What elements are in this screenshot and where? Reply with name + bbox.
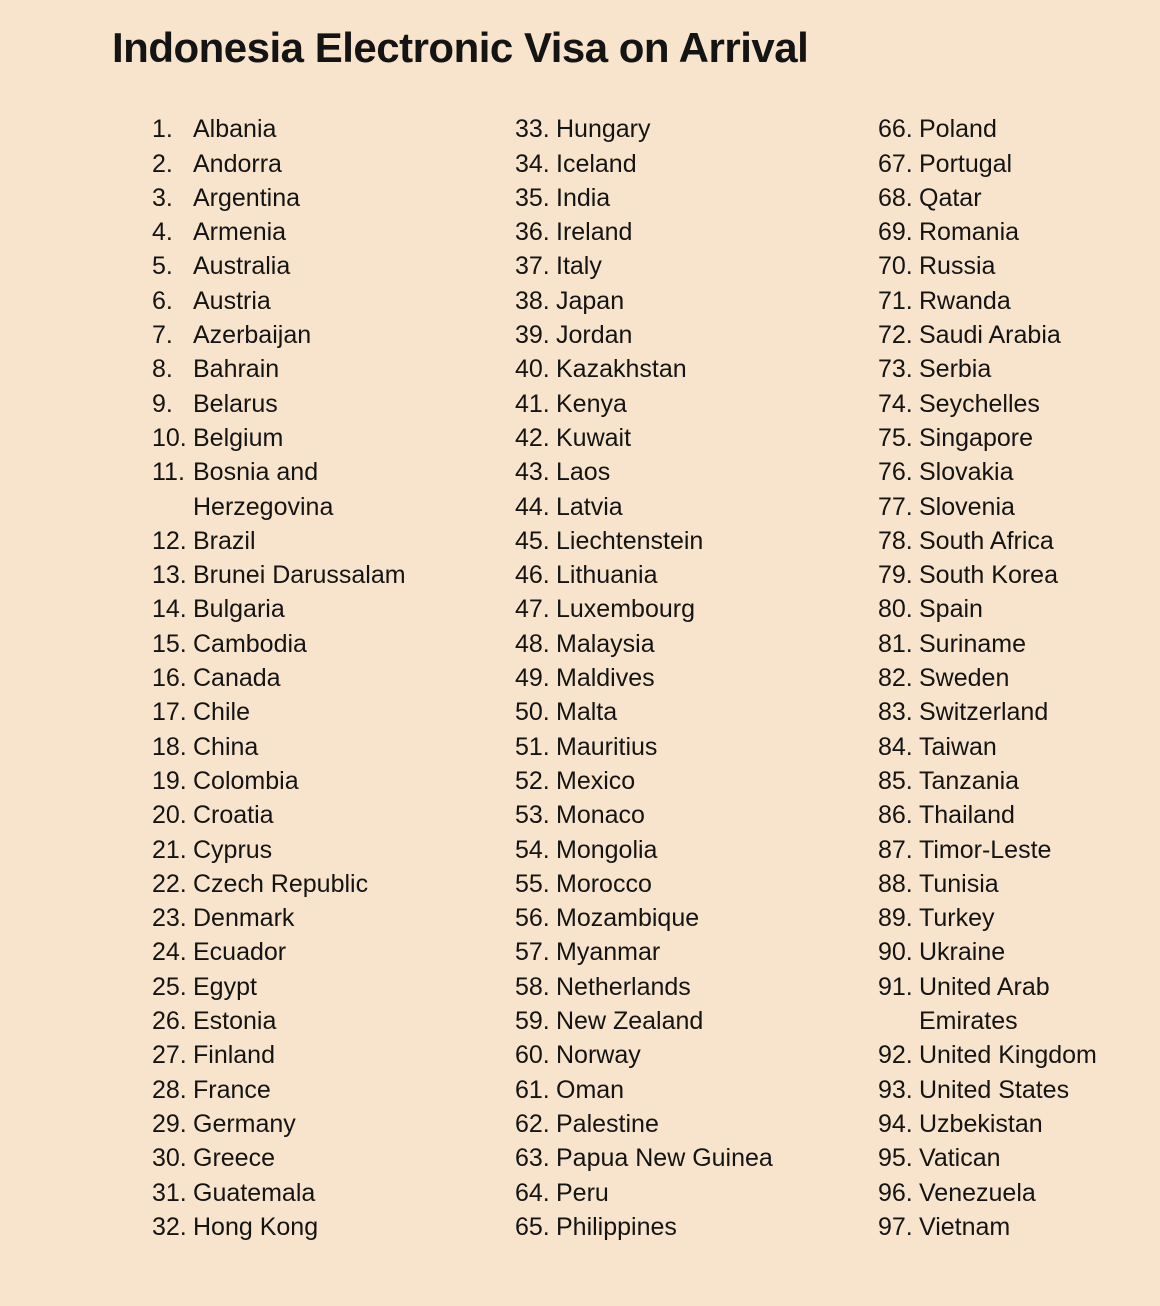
list-item-number: 23. xyxy=(152,904,187,933)
list-item-number: 31. xyxy=(152,1178,187,1207)
list-item-number: 21. xyxy=(152,835,187,864)
list-item xyxy=(878,1141,1160,1175)
list-item xyxy=(152,764,515,798)
list-item-country-name: Taiwan xyxy=(919,732,997,761)
list-item xyxy=(515,661,878,695)
list-item-country-name: Kazakhstan xyxy=(556,355,687,384)
list-item-number: 76. xyxy=(878,458,913,487)
list-item xyxy=(152,215,515,249)
list-item-number: 20. xyxy=(152,801,187,830)
list-item-country-name: Germany xyxy=(193,1109,296,1138)
list-item xyxy=(515,1210,878,1244)
list-item-country-name: Ireland xyxy=(556,218,633,247)
list-item-number: 97. xyxy=(878,1212,913,1241)
list-item-number: 69. xyxy=(878,218,913,247)
list-item-number: 96. xyxy=(878,1178,913,1207)
list-item xyxy=(878,387,1160,421)
list-item-number: 54. xyxy=(515,835,550,864)
list-item xyxy=(515,695,878,729)
list-item-country-name: Vietnam xyxy=(919,1212,1011,1241)
list-item-country-name: Tanzania xyxy=(919,766,1020,795)
list-item-country-name: Myanmar xyxy=(556,938,661,967)
list-item xyxy=(152,695,515,729)
list-item-country-name: Suriname xyxy=(919,629,1026,658)
list-item xyxy=(152,970,515,1004)
list-item-country-name: Oman xyxy=(556,1075,625,1104)
list-item-number: 49. xyxy=(515,664,550,693)
list-item-number: 74. xyxy=(878,389,913,418)
list-item-country-name: Poland xyxy=(919,115,997,144)
list-item-country-name: Turkey xyxy=(919,904,995,933)
list-item-number: 50. xyxy=(515,698,550,727)
list-item xyxy=(515,455,878,489)
list-item xyxy=(152,1210,515,1244)
list-item xyxy=(878,421,1160,455)
list-item xyxy=(515,592,878,626)
list-item xyxy=(878,352,1160,386)
country-column-2 xyxy=(515,112,878,1244)
list-item-number: 90. xyxy=(878,938,913,967)
list-item xyxy=(878,695,1160,729)
list-item-country-name: Hong Kong xyxy=(193,1212,319,1241)
list-item-country-name: Argentina xyxy=(193,183,301,212)
list-item-number: 52. xyxy=(515,766,550,795)
list-item-number: 7. xyxy=(152,321,173,350)
list-item xyxy=(152,455,515,524)
list-item-number: 40. xyxy=(515,355,550,384)
list-item-number: 89. xyxy=(878,904,913,933)
list-item-number: 15. xyxy=(152,629,187,658)
list-item-country-name: Laos xyxy=(556,458,611,487)
list-item-country-name: Mozambique xyxy=(556,904,700,933)
list-item xyxy=(152,798,515,832)
list-item-number: 29. xyxy=(152,1109,187,1138)
list-item xyxy=(515,421,878,455)
list-item-country-name: Australia xyxy=(193,252,291,281)
list-item-country-name: Colombia xyxy=(193,766,299,795)
list-item-number: 55. xyxy=(515,869,550,898)
list-item-number: 73. xyxy=(878,355,913,384)
list-item xyxy=(515,833,878,867)
list-item xyxy=(878,935,1160,969)
list-item xyxy=(152,318,515,352)
list-item-country-name: New Zealand xyxy=(556,1007,704,1036)
list-item xyxy=(878,284,1160,318)
list-item xyxy=(152,1176,515,1210)
list-item-number: 87. xyxy=(878,835,913,864)
list-item-number: 93. xyxy=(878,1075,913,1104)
list-item-country-name: Spain xyxy=(919,595,983,624)
list-item-country-name: Greece xyxy=(193,1144,275,1173)
list-item-number: 44. xyxy=(515,492,550,521)
list-item-number: 19. xyxy=(152,766,187,795)
list-item-country-name: Cambodia xyxy=(193,629,307,658)
list-item-country-name: Cyprus xyxy=(193,835,273,864)
list-item xyxy=(152,284,515,318)
list-item xyxy=(878,490,1160,524)
list-item xyxy=(515,627,878,661)
list-item-number: 11. xyxy=(152,458,185,487)
list-item xyxy=(878,798,1160,832)
list-item-number: 18. xyxy=(152,732,187,761)
list-item xyxy=(152,661,515,695)
list-item-number: 64. xyxy=(515,1178,550,1207)
list-item-number: 85. xyxy=(878,766,913,795)
list-item xyxy=(515,490,878,524)
list-item xyxy=(152,730,515,764)
list-item xyxy=(515,970,878,1004)
list-item-country-name: Bulgaria xyxy=(193,595,285,624)
list-item-country-name: Egypt xyxy=(193,972,257,1001)
list-item-number: 28. xyxy=(152,1075,187,1104)
list-item-country-name: Japan xyxy=(556,286,625,315)
list-item-number: 10. xyxy=(152,423,187,452)
list-item xyxy=(152,558,515,592)
list-item xyxy=(515,352,878,386)
list-item-country-name: Venezuela xyxy=(919,1178,1036,1207)
list-item-country-name: Maldives xyxy=(556,664,655,693)
list-item xyxy=(878,1038,1160,1072)
list-item-number: 88. xyxy=(878,869,913,898)
list-item-number: 51. xyxy=(515,732,550,761)
list-item xyxy=(515,387,878,421)
list-item xyxy=(152,1073,515,1107)
list-item-country-name: Belgium xyxy=(193,423,284,452)
list-item-country-name: Papua New Guinea xyxy=(556,1144,773,1173)
list-item-number: 79. xyxy=(878,561,913,590)
list-item xyxy=(878,181,1160,215)
list-item-country-name: Bahrain xyxy=(193,355,280,384)
list-item-number: 91. xyxy=(878,972,913,1001)
list-item xyxy=(515,1004,878,1038)
list-item-country-name: Thailand xyxy=(919,801,1015,830)
list-item-number: 36. xyxy=(515,218,550,247)
list-item xyxy=(515,215,878,249)
list-item-country-name: Latvia xyxy=(556,492,623,521)
list-item-country-name: Malaysia xyxy=(556,629,655,658)
list-item-country-name: Palestine xyxy=(556,1109,659,1138)
list-item-country-name: Mauritius xyxy=(556,732,658,761)
list-item xyxy=(515,181,878,215)
list-item-number: 41. xyxy=(515,389,550,418)
list-item xyxy=(152,935,515,969)
list-item xyxy=(152,592,515,626)
list-item-number: 77. xyxy=(878,492,913,521)
list-item-country-name: Brazil xyxy=(193,526,256,555)
list-item-number: 16. xyxy=(152,664,187,693)
list-item xyxy=(515,558,878,592)
list-item-country-name: Albania xyxy=(193,115,277,144)
list-item-country-name: Singapore xyxy=(919,423,1033,452)
list-item xyxy=(878,1073,1160,1107)
list-item-number: 83. xyxy=(878,698,913,727)
list-item xyxy=(878,1107,1160,1141)
page-title: Indonesia Electronic Visa on Arrival xyxy=(112,24,809,71)
list-item-country-name: Switzerland xyxy=(919,698,1049,727)
list-item-country-name: Kuwait xyxy=(556,423,632,452)
list-item-number: 80. xyxy=(878,595,913,624)
list-item-number: 45. xyxy=(515,526,550,555)
list-item-number: 47. xyxy=(515,595,550,624)
list-item-country-name: Serbia xyxy=(919,355,992,384)
list-item xyxy=(515,730,878,764)
list-item xyxy=(878,1176,1160,1210)
list-item xyxy=(152,1004,515,1038)
list-item-country-name: Monaco xyxy=(556,801,645,830)
list-item-number: 56. xyxy=(515,904,550,933)
list-item-country-name: Jordan xyxy=(556,321,633,350)
list-item xyxy=(515,935,878,969)
list-item-number: 5. xyxy=(152,252,173,281)
list-item-country-name: Austria xyxy=(193,286,271,315)
list-item-number: 25. xyxy=(152,972,187,1001)
list-item-country-name: Italy xyxy=(556,252,602,281)
list-item-country-name: Tunisia xyxy=(919,869,999,898)
list-item xyxy=(515,1141,878,1175)
list-item-number: 68. xyxy=(878,183,913,212)
list-item-country-name: Guatemala xyxy=(193,1178,316,1207)
list-item-number: 78. xyxy=(878,526,913,555)
list-item xyxy=(878,833,1160,867)
list-item-number: 81. xyxy=(878,629,913,658)
list-item-number: 95. xyxy=(878,1144,913,1173)
list-item-number: 2. xyxy=(152,149,173,178)
list-item-number: 48. xyxy=(515,629,550,658)
list-item xyxy=(152,524,515,558)
list-item-number: 53. xyxy=(515,801,550,830)
list-item-number: 92. xyxy=(878,1041,913,1070)
list-item-number: 60. xyxy=(515,1041,550,1070)
list-item xyxy=(515,1038,878,1072)
list-item-number: 62. xyxy=(515,1109,550,1138)
list-item-number: 26. xyxy=(152,1007,187,1036)
list-item-number: 33. xyxy=(515,115,550,144)
list-item-number: 8. xyxy=(152,355,173,384)
list-item-country-name: Kenya xyxy=(556,389,627,418)
list-item-country-name: Denmark xyxy=(193,904,295,933)
list-item-number: 72. xyxy=(878,321,913,350)
list-item-country-name: Norway xyxy=(556,1041,641,1070)
list-item-number: 27. xyxy=(152,1041,187,1070)
list-item-number: 30. xyxy=(152,1144,187,1173)
list-item xyxy=(515,249,878,283)
list-item-country-name: Brunei Darussalam xyxy=(193,561,406,590)
list-item-country-name: Armenia xyxy=(193,218,287,247)
list-item xyxy=(878,318,1160,352)
list-item-number: 43. xyxy=(515,458,550,487)
list-item xyxy=(878,215,1160,249)
country-column-1 xyxy=(152,112,515,1244)
list-item-number: 14. xyxy=(152,595,187,624)
list-item xyxy=(878,901,1160,935)
list-item-number: 13. xyxy=(152,561,187,590)
list-item-number: 46. xyxy=(515,561,550,590)
list-item xyxy=(152,181,515,215)
list-item xyxy=(152,421,515,455)
list-item xyxy=(878,524,1160,558)
list-item xyxy=(878,764,1160,798)
list-item-country-name: Iceland xyxy=(556,149,637,178)
list-item-country-name: India xyxy=(556,183,611,212)
list-item-number: 61. xyxy=(515,1075,550,1104)
list-item xyxy=(515,901,878,935)
list-item-number: 70. xyxy=(878,252,913,281)
list-item-number: 67. xyxy=(878,149,913,178)
list-item xyxy=(515,867,878,901)
list-item xyxy=(878,249,1160,283)
list-item-number: 34. xyxy=(515,149,550,178)
list-item xyxy=(152,627,515,661)
list-item-country-name: Belarus xyxy=(193,389,278,418)
list-item-country-name: Netherlands xyxy=(556,972,691,1001)
list-item xyxy=(152,387,515,421)
list-item-country-name: Slovakia xyxy=(919,458,1014,487)
list-item-country-name: Finland xyxy=(193,1041,275,1070)
list-item xyxy=(515,147,878,181)
list-item xyxy=(515,284,878,318)
list-item xyxy=(515,1107,878,1141)
list-item-number: 71. xyxy=(878,286,913,315)
list-item xyxy=(515,318,878,352)
list-item-number: 22. xyxy=(152,869,187,898)
list-item-country-name: Peru xyxy=(556,1178,609,1207)
list-item-country-name: Mexico xyxy=(556,766,636,795)
list-item-country-name: Vatican xyxy=(919,1144,1001,1173)
list-item-country-name: Bosnia and Herzegovina xyxy=(193,458,334,521)
list-item-country-name: Luxembourg xyxy=(556,595,695,624)
list-item-country-name: Timor-Leste xyxy=(919,835,1052,864)
list-item-country-name: Canada xyxy=(193,664,281,693)
list-item-country-name: Morocco xyxy=(556,869,652,898)
list-item-number: 38. xyxy=(515,286,550,315)
list-item-country-name: Andorra xyxy=(193,149,282,178)
list-item-country-name: Estonia xyxy=(193,1007,277,1036)
list-item xyxy=(515,1176,878,1210)
list-item xyxy=(515,112,878,146)
list-item xyxy=(878,627,1160,661)
list-item-number: 42. xyxy=(515,423,550,452)
list-item-country-name: Ukraine xyxy=(919,938,1006,967)
list-item xyxy=(152,867,515,901)
list-item-country-name: Portugal xyxy=(919,149,1013,178)
list-item-country-name: Mongolia xyxy=(556,835,658,864)
list-item-country-name: Malta xyxy=(556,698,618,727)
country-list xyxy=(152,112,1160,1244)
list-item xyxy=(878,558,1160,592)
list-item-number: 59. xyxy=(515,1007,550,1036)
list-item xyxy=(152,1107,515,1141)
list-item-country-name: Azerbaijan xyxy=(193,321,312,350)
list-item-country-name: Liechtenstein xyxy=(556,526,704,555)
list-item-country-name: Rwanda xyxy=(919,286,1011,315)
list-item-number: 12. xyxy=(152,526,187,555)
list-item xyxy=(152,1038,515,1072)
list-item-number: 82. xyxy=(878,664,913,693)
list-item-country-name: Sweden xyxy=(919,664,1010,693)
list-item-number: 39. xyxy=(515,321,550,350)
list-item-country-name: Slovenia xyxy=(919,492,1015,521)
list-item-country-name: France xyxy=(193,1075,271,1104)
list-item-country-name: Czech Republic xyxy=(193,869,369,898)
list-item xyxy=(878,147,1160,181)
list-item-country-name: Romania xyxy=(919,218,1020,247)
list-item-country-name: Seychelles xyxy=(919,389,1040,418)
list-item xyxy=(878,730,1160,764)
list-item xyxy=(878,112,1160,146)
list-item xyxy=(515,1073,878,1107)
list-item-country-name: United Arab Emirates xyxy=(919,972,1050,1036)
list-item-number: 1. xyxy=(152,115,173,144)
list-item-country-name: Ecuador xyxy=(193,938,287,967)
list-item-number: 24. xyxy=(152,938,187,967)
list-item-number: 57. xyxy=(515,938,550,967)
list-item-country-name: Russia xyxy=(919,252,996,281)
list-item-number: 4. xyxy=(152,218,173,247)
list-item-country-name: Croatia xyxy=(193,801,274,830)
list-item xyxy=(152,147,515,181)
list-item xyxy=(878,661,1160,695)
list-item-number: 94. xyxy=(878,1109,913,1138)
list-item-country-name: China xyxy=(193,732,259,761)
list-item xyxy=(878,970,1160,1039)
list-item-number: 65. xyxy=(515,1212,550,1241)
list-item xyxy=(515,764,878,798)
list-item-number: 84. xyxy=(878,732,913,761)
country-column-3 xyxy=(878,112,1160,1244)
list-item-number: 3. xyxy=(152,183,173,212)
list-item xyxy=(152,112,515,146)
list-item-number: 9. xyxy=(152,389,173,418)
list-item-country-name: Chile xyxy=(193,698,250,727)
list-item xyxy=(152,901,515,935)
list-item-country-name: South Africa xyxy=(919,526,1054,555)
list-item-country-name: United States xyxy=(919,1075,1070,1104)
list-item xyxy=(152,1141,515,1175)
list-item-number: 86. xyxy=(878,801,913,830)
list-item xyxy=(878,867,1160,901)
list-item-number: 63. xyxy=(515,1144,550,1173)
list-item-number: 17. xyxy=(152,698,187,727)
list-item xyxy=(878,592,1160,626)
list-item-country-name: Qatar xyxy=(919,183,982,212)
list-item-country-name: South Korea xyxy=(919,561,1058,590)
list-item-number: 32. xyxy=(152,1212,187,1241)
list-item-country-name: Uzbekistan xyxy=(919,1109,1043,1138)
list-item-country-name: United Kingdom xyxy=(919,1041,1097,1070)
list-item xyxy=(515,524,878,558)
list-item-number: 6. xyxy=(152,286,173,315)
list-item xyxy=(152,833,515,867)
list-item-country-name: Lithuania xyxy=(556,561,658,590)
list-item xyxy=(152,352,515,386)
list-item-country-name: Philippines xyxy=(556,1212,677,1241)
list-item xyxy=(878,455,1160,489)
list-item xyxy=(152,249,515,283)
list-item-number: 58. xyxy=(515,972,550,1001)
list-item-number: 35. xyxy=(515,183,550,212)
list-item-number: 37. xyxy=(515,252,550,281)
list-item xyxy=(878,1210,1160,1244)
list-item xyxy=(515,798,878,832)
list-item-number: 66. xyxy=(878,115,913,144)
list-item-country-name: Hungary xyxy=(556,115,651,144)
list-item-country-name: Saudi Arabia xyxy=(919,321,1061,350)
list-item-number: 75. xyxy=(878,423,913,452)
